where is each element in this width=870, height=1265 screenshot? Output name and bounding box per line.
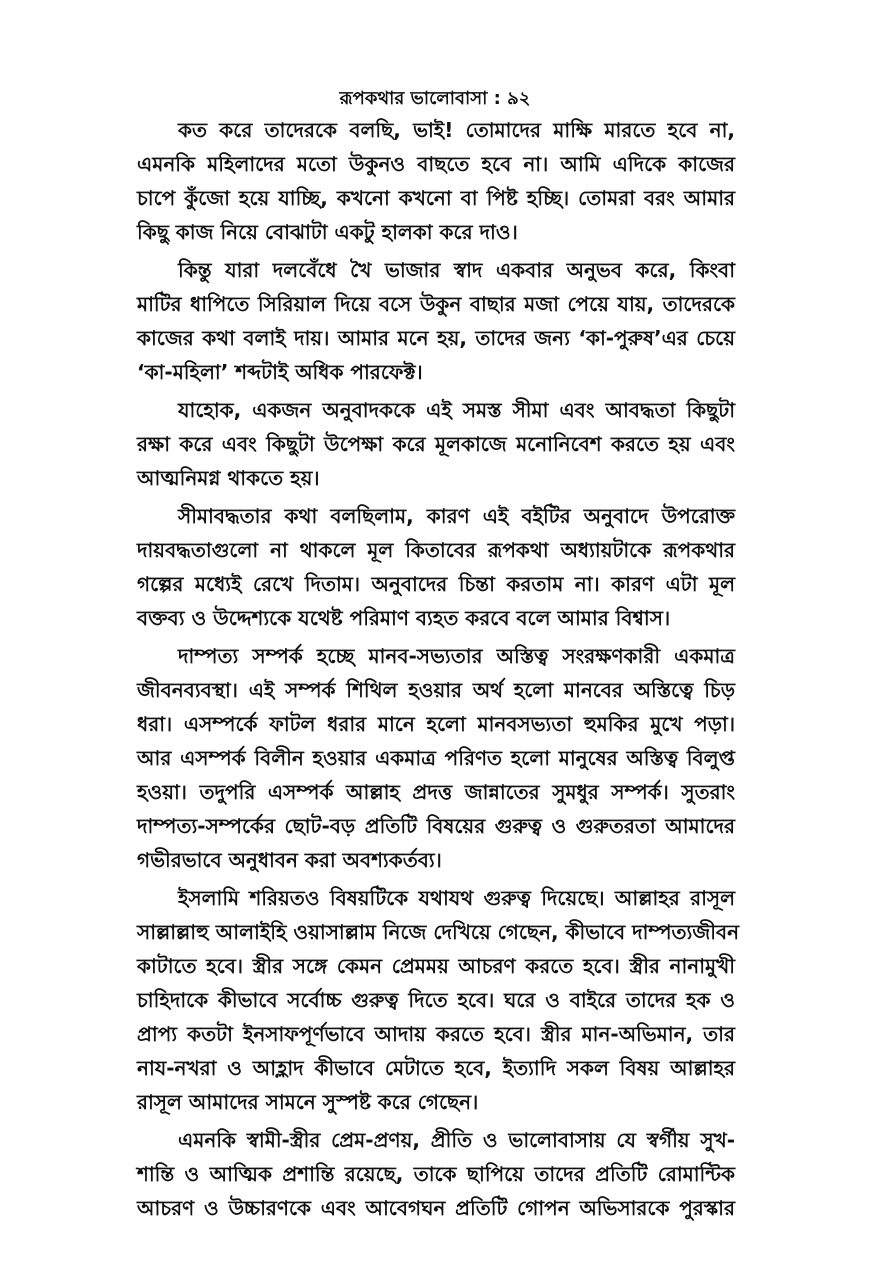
text-line: চাহিদাকে কীভাবে সর্বোচ্চ গুরুত্ব দিতে হবে। ঘরে ও বাইরে তাদের হক ও	[137, 988, 735, 1012]
text-line: আর এসম্পর্ক বিলীন হওয়ার একমাত্র পরিণত হলো মানুষের অস্তিত্ব বিলুপ্ত	[137, 746, 735, 770]
text-line: জীবনব্যবস্থা। এই সম্পর্ক শিথিল হওয়ার অর্থ হলো মানবের অস্তিত্বে চিড়	[137, 678, 735, 702]
text-line: দাম্পত্য সম্পর্ক হচ্ছে মানব-সভ্যতার অস্তিত্ব সংরক্ষণকারী একমাত্র	[178, 644, 735, 668]
running-header: রূপকথার ভালোবাসা : ৯২	[339, 88, 531, 109]
text-line: এমনকি স্বামী-স্ত্রীর প্রেম-প্রণয়, প্রীতি ও ভালোবাসায় যে স্বর্গীয় সুখ-	[178, 1128, 735, 1152]
text-line: ধরা। এসম্পর্কে ফাটল ধরার মানে হলো মানবসভ্যতা হুমকির মুখে পড়া।	[137, 712, 735, 736]
text-line: কিন্তু যারা দলবেঁধে খৈ ভাজার স্বাদ একবার অনুভব করে, কিংবা	[178, 258, 735, 282]
text-line: বক্তব্য ও উদ্দেশ্যকে যথেষ্ট পরিমাণ ব্যহত করবে বলে আমার বিশ্বাস।	[137, 606, 671, 630]
text-line: কিছু কাজ নিয়ে বোঝাটা একটু হালকা করে দাও।	[137, 220, 518, 244]
text-line: গল্পের মধ্যেই রেখে দিতাম। অনুবাদের চিন্তা করতাম না। কারণ এটা মূল	[137, 572, 735, 596]
paragraph	[137, 639, 735, 877]
text-line: রাসূল আমাদের সামনে সুস্পষ্ট করে গেছেন।	[137, 1090, 479, 1114]
text-line: শান্তি ও আত্মিক প্রশান্তি রয়েছে, তাকে ছাপিয়ে তাদের প্রতিটি রোমান্টিক	[137, 1162, 735, 1186]
text-line: হওয়া। তদুপরি এসম্পর্ক আল্লাহ প্রদত্ত জান্নাতের সুমধুর সম্পর্ক। সুতরাং	[137, 780, 735, 804]
paragraph	[137, 1123, 735, 1225]
paragraph	[137, 393, 735, 495]
text-line: চাপে কুঁজো হয়ে যাচ্ছি, কখনো কখনো বা পিষ্ট হচ্ছি। তোমরা বরং আমার	[137, 186, 735, 210]
paragraph	[137, 253, 735, 389]
text-line: কাটাতে হবে। স্ত্রীর সঙ্গে কেমন প্রেমময় আচরণ করতে হবে। স্ত্রীর নানামুখী	[137, 954, 735, 978]
text-line: নায-নখরা ও আহ্লাদ কীভাবে মেটাতে হবে, ইত্যাদি সকল বিষয় আল্লাহর	[137, 1056, 735, 1080]
text-line: ‘কা-মহিলা’ শব্দটাই অধিক পারফেক্ট।	[137, 360, 423, 384]
text-line: সাল্লাল্লাহু আলাইহি ওয়াসাল্লাম নিজে দেখিয়ে গেছেন, কীভাবে দাম্পত্যজীবন	[137, 920, 740, 944]
text-line: দাম্পত্য-সম্পর্কের ছোট-বড় প্রতিটি বিষয়ের গুরুত্ব ও গুরুতরতা আমাদের	[137, 814, 735, 838]
text-line: গভীরভাবে অনুধাবন করা অবশ্যকর্তব্য।	[137, 848, 442, 872]
text-line: মাটির ধাপিতে সিরিয়াল দিয়ে বসে উকুন বাছার মজা পেয়ে যায়, তাদেরকে	[137, 292, 735, 316]
text-line: সীমাবদ্ধতার কথা বলছিলাম, কারণ এই বইটির অনুবাদে উপরোক্ত	[178, 504, 735, 528]
text-line: কাজের কথা বলাই দায়। আমার মনে হয়, তাদের জন্য ‘কা-পুরুষ’এর চেয়ে	[137, 326, 735, 350]
text-line: আচরণ ও উচ্চারণকে এবং আবেগঘন প্রতিটি গোপন অভিসারকে পুরস্কার	[137, 1196, 735, 1220]
text-line: প্রাপ্য কতটা ইনসাফপূর্ণভাবে আদায় করতে হবে। স্ত্রীর মান-অভিমান, তার	[137, 1022, 735, 1046]
text-line: দায়বদ্ধতাগুলো না থাকলে মূল কিতাবের রূপকথা অধ্যায়টাকে রূপকথার	[137, 538, 735, 562]
text-line: কত করে তাদেরকে বলছি, ভাই! তোমাদের মাক্ষি মারতে হবে না,	[178, 118, 735, 142]
text-line: এমনকি মহিলাদের মতো উকুনও বাছতে হবে না। আমি এদিকে কাজের	[137, 152, 735, 176]
paragraph	[137, 881, 740, 1119]
text-line: আত্মনিমগ্ন থাকতে হয়।	[137, 466, 320, 490]
text-line: যাহোক, একজন অনুবাদককে এই সমস্ত সীমা এবং আবদ্ধতা কিছুটা	[178, 398, 735, 422]
text-line: রক্ষা করে এবং কিছুটা উপেক্ষা করে মূলকাজে মনোনিবেশ করতে হয় এবং	[137, 432, 736, 456]
text-line: ইসলামি শরিয়তও বিষয়টিকে যথাযথ গুরুত্ব দিয়েছে। আল্লাহর রাসূল	[178, 886, 735, 910]
paragraph	[137, 113, 735, 249]
body-text	[137, 113, 740, 1225]
paragraph	[137, 499, 735, 635]
